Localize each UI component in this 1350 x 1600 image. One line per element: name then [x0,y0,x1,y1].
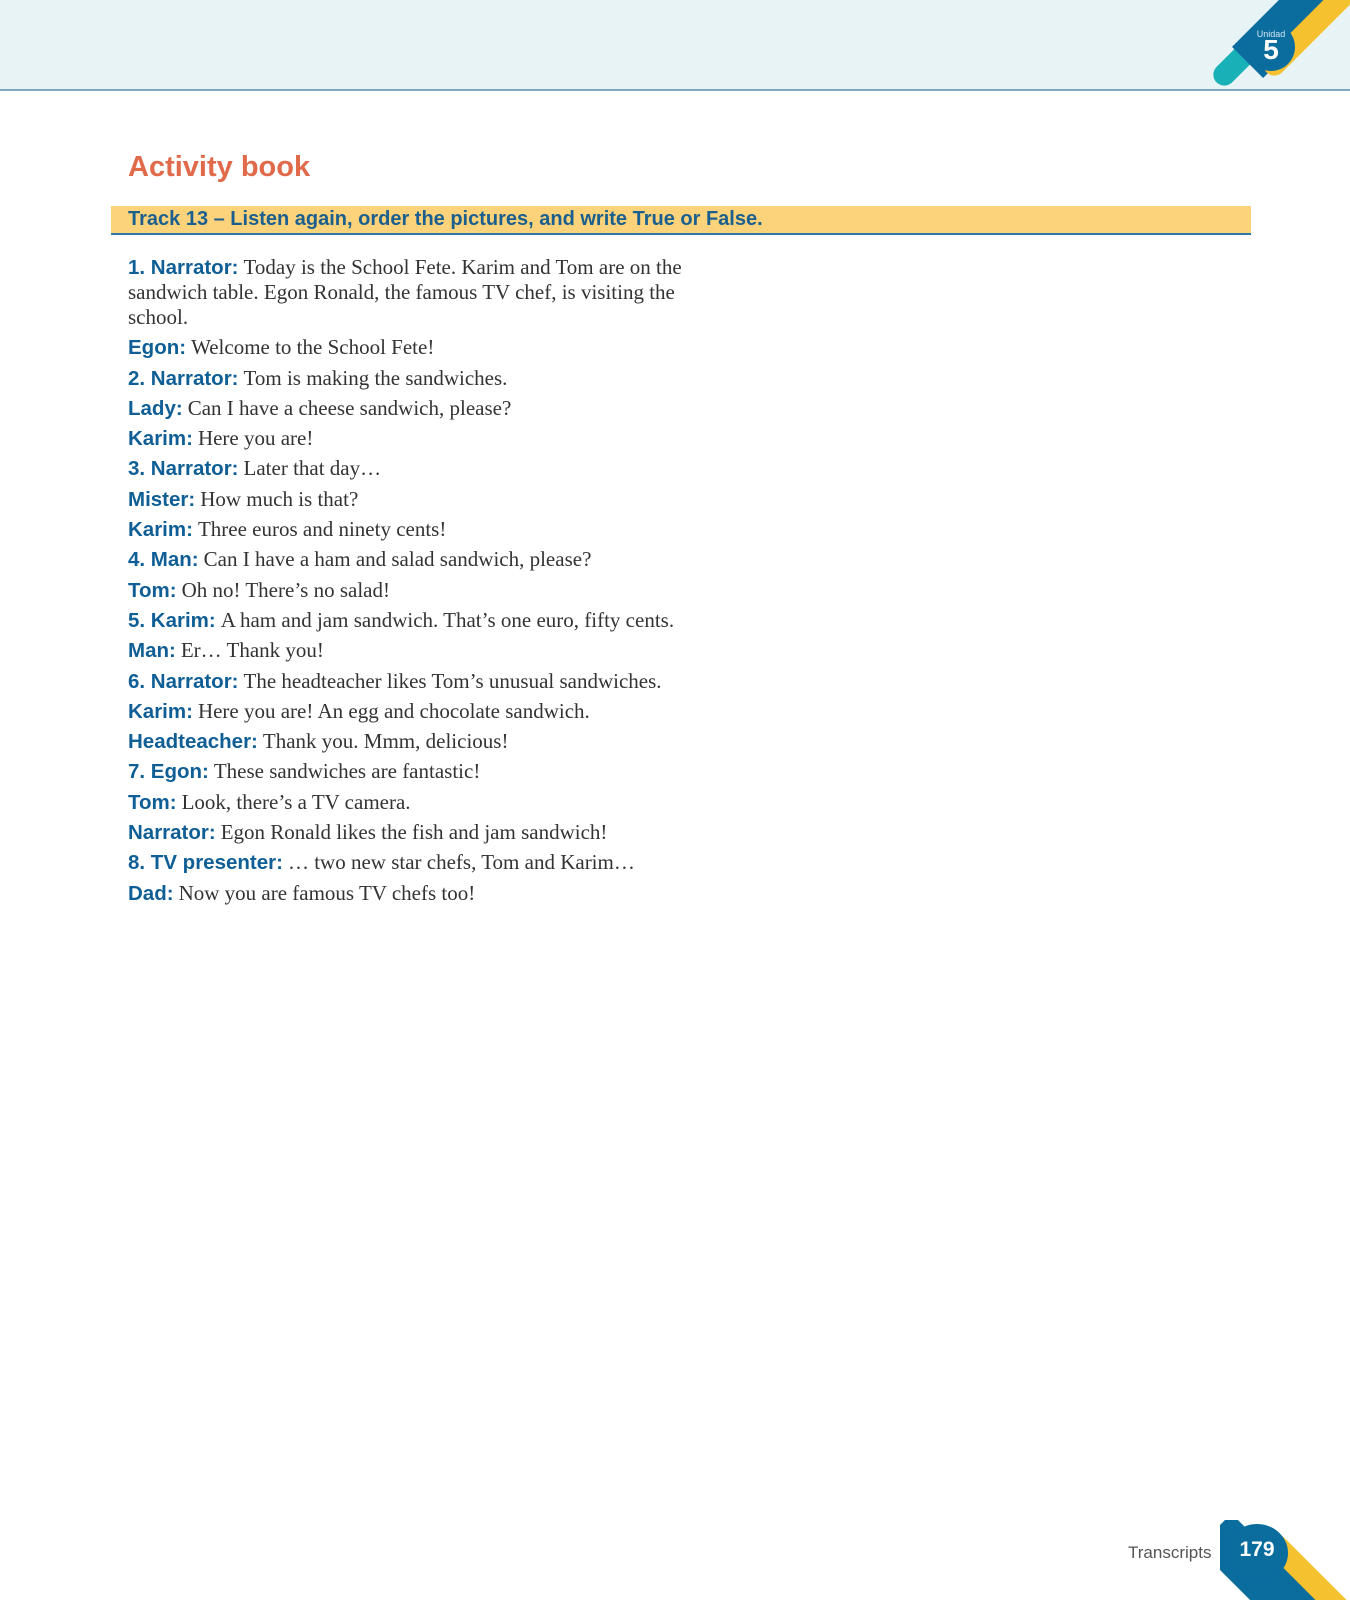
unit-number: 5 [1263,34,1279,65]
dialogue-text: Look, there’s a TV camera. [181,789,411,814]
transcript-line [128,487,688,512]
dialogue-text: Can I have a cheese sandwich, please? [187,395,512,420]
speaker-label: Karim: [128,518,193,542]
transcript-line [128,638,688,663]
dialogue-text: How much is that? [200,486,359,511]
speaker-label: 1. Narrator: [128,256,239,279]
speaker-label: Tom: [128,578,177,602]
unit-label: Unidad [1256,29,1286,39]
dialogue-text: Thank you. Mmm, delicious! [262,729,509,754]
speaker-label: 5. Karim: [128,608,216,632]
speaker-label: Headteacher: [128,730,258,754]
speaker-label: Lady: [128,396,183,420]
transcript-line [128,517,688,542]
transcript-line [128,729,688,754]
transcript-line [128,366,688,391]
dialogue-text: Egon Ronald likes the fish and jam sandwich! [220,820,608,845]
speaker-label: 8. TV presenter: [128,851,283,875]
speaker-label: Dad: [128,881,174,905]
dialogue-text: These sandwiches are fantastic! [213,759,481,784]
dialogue-text: The headteacher likes Tom’s unusual sandwiches. [243,668,662,693]
transcript-line [128,335,688,360]
unit-badge [1247,23,1295,71]
dialogue-text: Today is the School Fete. Karim and Tom are on the sandwich table. Egon Ronald, the famous TV chef, is visiting the school. [128,255,682,329]
transcript-line [128,547,688,572]
transcript [128,255,688,906]
dialogue-text: Oh no! There’s no salad! [181,577,390,602]
transcript-line [128,759,688,784]
page-number: 179 [1239,1538,1275,1561]
transcript-line [128,850,688,875]
dialogue-text: Here you are! [197,426,314,451]
transcript-line [128,790,688,815]
speaker-label: Tom: [128,790,177,814]
speaker-label: 4. Man: [128,548,199,572]
speaker-label: Karim: [128,427,193,451]
dialogue-text: Welcome to the School Fete! [191,335,435,360]
speaker-label: Egon: [128,336,187,360]
transcript-line [128,608,688,633]
dialogue-text: A ham and jam sandwich. That’s one euro, fifty cents. [220,607,675,632]
transcript-line [128,820,688,845]
section-title: Activity book [128,151,311,183]
transcript-line [128,578,688,603]
dialogue-text: Now you are famous TV chefs too! [178,880,476,905]
dialogue-text: Later that day… [243,456,382,481]
dialogue-text: Er… Thank you! [180,638,324,663]
speaker-label: Mister: [128,487,196,511]
transcript-line [128,881,688,906]
transcript-line [128,426,688,451]
track-heading-bar [111,206,1251,235]
speaker-label: 3. Narrator: [128,457,239,481]
dialogue-text: Can I have a ham and salad sandwich, please? [203,547,592,572]
dialogue-text: Three euros and ninety cents! [197,517,447,542]
transcript-line [128,396,688,421]
transcript-line [128,456,688,481]
speaker-label: Man: [128,639,176,663]
speaker-label: Narrator: [128,821,216,845]
transcript-line [128,255,688,330]
dialogue-text: … two new star chefs, Tom and Karim… [287,850,635,875]
transcript-line [128,699,688,724]
footer-label: Transcripts [1128,1543,1212,1562]
speaker-label: 7. Egon: [128,760,209,784]
speaker-label: 6. Narrator: [128,669,239,693]
transcript-line [128,669,688,694]
speaker-label: Karim: [128,699,193,723]
track-heading: Track 13 – Listen again, order the pictures, and write True or False. [128,208,763,230]
dialogue-text: Tom is making the sandwiches. [243,365,508,390]
speaker-label: 2. Narrator: [128,366,239,390]
dialogue-text: Here you are! An egg and chocolate sandwich. [197,698,590,723]
page-header-band [0,0,1350,91]
